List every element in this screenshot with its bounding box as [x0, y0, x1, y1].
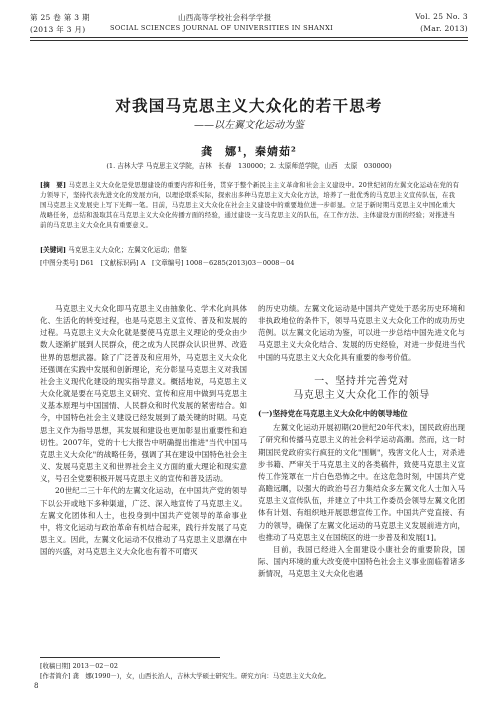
- right-column: [258, 303, 465, 580]
- classification-line: [中图分类号] D61 [文献标识码] A [文章编号] 1008－6285(2013)03－0008－04: [40, 259, 295, 267]
- author-affiliation: (1. 吉林大学 马克思主义学院，吉林 长春 130000；2. 太原师范学院，山西 太原 030000): [106, 162, 392, 170]
- received-date: [收稿日期] 2013－02－02: [40, 662, 118, 670]
- article-subtitle: ——以左翼文化运动为鉴: [194, 120, 304, 131]
- abstract-text: 马克思主义大众化是党思想建设的重要内容和任务，贯穿于整个新民主主义革命和社会主义建设中。20世纪初的左翼文化运动在党的有力领导下，坚持代表先进文化的发展方向，以理论联系实际，探索出多种马克思主义大众化方法，培养了一批优秀的马克思主义宣传队伍，在我国马克思主义发展史上写下光辉一笔。目前，马克思主义大众化在社会主义建设中的重要地位进一步彰显。立足于新时期马克思主义中国化重大战略任务，总结和汲取其在马克思主义大众化传播方面的经验，通过建设一支马克思主义的队伍，在工作方法、主体建设方面的经验；对推进当前的马克思主义大众化具有重要意义。: [40, 181, 460, 229]
- body-paragraph: 左翼文化运动开展初期(20世纪20年代末)，国民政府出现了研究和传播马克思主义的社会科学运动高潮。然而，这一时期国民党政府实行疯狂的文化"围剿"，残害文化人士，对杀进步书籍、严审关于马克思主义的各类稿件，致使马克思主义宣传工作笼罩在一片白色恐怖之中。在这危急时刻，中国共产党高瞻远瞩，以强大的政治号召力集结众多左翼文化人士加入马克思主义宣传队伍，并建立了中共工作委员会领导左翼文化团体有计划、有组织地开展思想宣传工作。中国共产党直接、有力的领导，确保了左翼文化运动的马克思主义发展前进方向，也推动了马克思主义在国统区的进一步普及和发展[1]。: [258, 423, 465, 542]
- section-heading: 一、坚持并完善党对: [314, 375, 409, 387]
- abstract: [40, 180, 460, 230]
- section-heading-line2: 马克思主义大众化工作的领导: [293, 389, 430, 401]
- abstract-label: [摘 要]: [40, 181, 67, 189]
- footnote-rule: [40, 657, 220, 658]
- journal-title-en: SOCIAL SCIENCES JOURNAL OF UNIVERSITIES IN SHANXI: [110, 24, 333, 32]
- article-authors: 龚 娜¹，秦婧茹²: [201, 145, 297, 158]
- journal-header: [0, 0, 498, 70]
- body-paragraph: 的历史功绩。左翼文化运动是中国共产党处于恶劣历史环境和非执政地位的条件下，领导马克思主义大众化工作的成功历史范例。以左翼文化运动为鉴，可以进一步总结中国先进文化与马克思主义大众化结合、发展的历史经验，对进一步促进当代中国的马克思主义大众化具有重要的参考价值。: [258, 304, 465, 362]
- body-paragraph: 马克思主义大众化即马克思主义由抽象化、学术化向具体化、生活化的转变过程，也是马克思主义宣传、普及和发展的过程。马克思主义大众化就是要使马克思主义理论的受众由少数人逐渐扩展到人民群众，使之成为人民群众认识世界、改造世界的思想武器。除了广泛普及和应用外，马克思主义大众化还强调在实践中发展和创新理论，充分彰显马克思主义对我国社会主义现代化建设的现实指导意义。概括地说，马克思主义大众化就是要在马克思主义研究、宣传和应用中做到马克思主义基本原理与中国国情、人民群众和时代发展的紧密结合。如今，中国特色社会主义建设已经发展到了最关键的时期。马克思主义作为指导思想，其发展和建设也更加彰显出重要性和迫切性。2007年，党的十七大报告中明确提出推进"当代中国马克思主义大众化"的战略任务，强调了其在建设中国特色社会主义、发展马克思主义和世界社会主义方面的重大理论和现实意义，号召全党要积极开展马克思主义的宣传和普及活动。: [40, 304, 247, 484]
- left-column: [40, 303, 247, 558]
- subsection-heading: (一)坚持党在马克思主义大众化中的领导地位: [258, 409, 408, 419]
- author-bio: [作者简介] 龚 娜(1990－)，女，山西长治人，吉林大学硕士研究生。研究方向：马克思主义大众化。: [40, 672, 331, 680]
- issue-date: (2013 年 3 月): [30, 25, 86, 34]
- volume-date: (Mar. 2013): [420, 24, 468, 33]
- article-title: 对我国马克思主义大众化的若干思考: [115, 96, 383, 115]
- body-paragraph: 20世纪二三十年代的左翼文化运动，在中国共产党的领导下以公开或地下多种渠道，广泛、深入地宣传了马克思主义。左翼文化团体和人士，也投身到中国共产党领导的革命事业中，将文化运动与政治革命有机结合起来，践行并发展了马克思主义。因此，左翼文化运动不仅推动了马克思主义思潮在中国的兴盛，对马克思主义大众化也有着不可磨灭: [40, 486, 247, 557]
- keywords-label: [关键词]: [40, 246, 67, 254]
- header-rule-top: [30, 37, 468, 38]
- keywords-line: [40, 244, 187, 254]
- volume-label: Vol. 25 No. 3: [415, 12, 468, 21]
- journal-title-cn: 山西高等学校社会科学学报: [178, 13, 272, 22]
- header-rule-bottom: [30, 40, 468, 41]
- issue-label: 第 25 卷 第 3 期: [30, 13, 90, 22]
- keywords-text: 马克思主义大众化；左翼文化运动；借鉴: [68, 246, 187, 254]
- page-number: 8: [34, 682, 39, 690]
- body-paragraph: 目前，我国已经进入全面建设小康社会的重要阶段，国际、国内环境的重大改变使中国特色社会主义事业面临着诸多新情况，马克思主义大众化也遇: [258, 544, 465, 579]
